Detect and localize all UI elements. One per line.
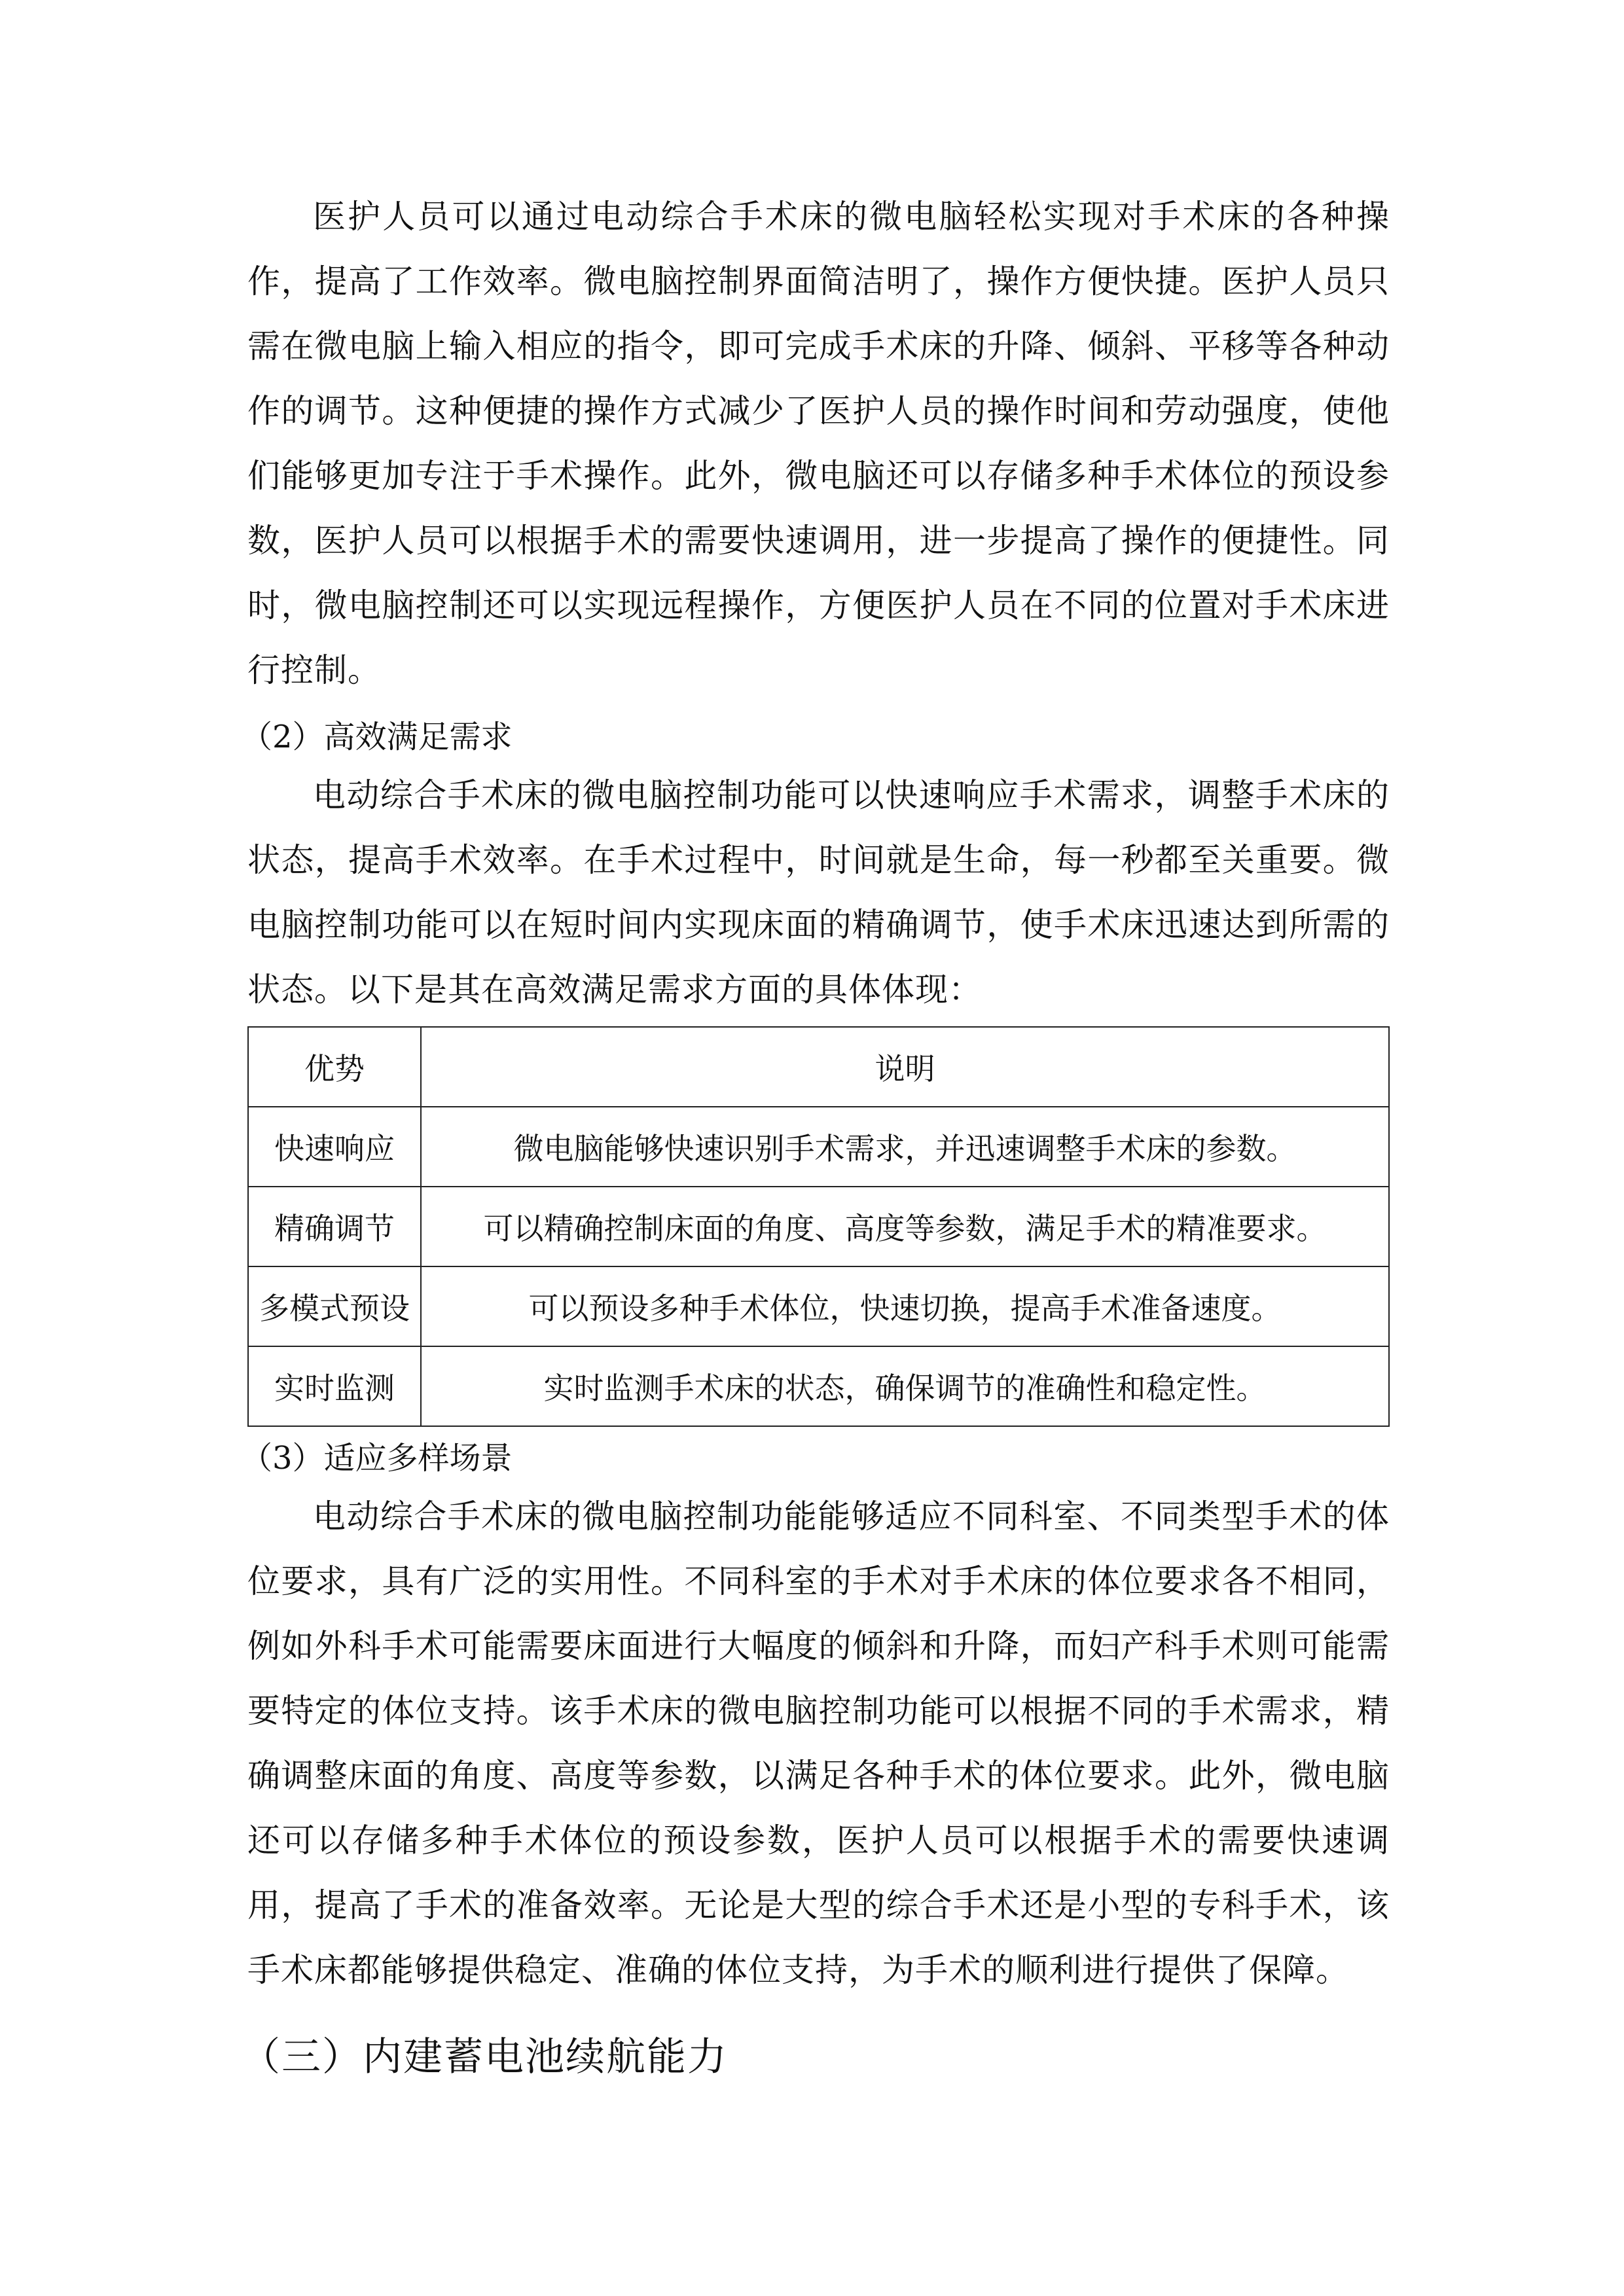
table-cell: 实时监测手术床的状态，确保调节的准确性和稳定性。 [421,1346,1389,1426]
table-row [248,1187,1389,1266]
table-header-row [248,1027,1389,1107]
subheading-adapt-scenarios: （3）适应多样场景 [241,1440,513,1477]
table-cell: 多模式预设 [248,1266,421,1346]
page-content [241,185,1390,2093]
table-cell: 快速响应 [248,1107,421,1187]
table-cell: 实时监测 [248,1346,421,1426]
table-cell: 微电脑能够快速识别手术需求，并迅速调整手术床的参数。 [421,1107,1389,1187]
table-row [248,1107,1389,1187]
table-header-cell: 优势 [248,1027,421,1107]
table-row [248,1346,1389,1426]
table-cell: 可以精确控制床面的角度、高度等参数，满足手术的精准要求。 [421,1187,1389,1266]
section-heading-battery: （三）内建蓄电池续航能力 [241,2034,728,2080]
paragraph-adapt-scenarios: 电动综合手术床的微电脑控制功能能够适应不同科室、不同类型手术的体位要求，具有广泛的实用性。不同科室的手术对手术床的体位要求各不相同，例如外科手术可能需要床面进行大幅度的倾斜和升降，而妇产科手术则可能需要特定的体位支持。该手术床的微电脑控制功能可以根据不同的手术需求，精确调整床面的角度、高度等参数，以满足各种手术的体位要求。此外，微电脑还可以存储多种手术体位的预设参数，医护人员可以根据手术的需要快速调用，提高了手术的准备效率。无论是大型的综合手术还是小型的专科手术，该手术床都能够提供稳定、准确的体位支持，为手术的顺利进行提供了保障。 [247,1498,1390,1989]
table-cell: 精确调节 [248,1187,421,1266]
table-row [248,1266,1389,1346]
table-cell: 可以预设多种手术体位，快速切换，提高手术准备速度。 [421,1266,1389,1346]
paragraph-operation-convenience: 医护人员可以通过电动综合手术床的微电脑轻松实现对手术床的各种操作，提高了工作效率。微电脑控制界面简洁明了，操作方便快捷。医护人员只需在微电脑上输入相应的指令，即可完成手术床的升降、倾斜、平移等各种动作的调节。这种便捷的操作方式减少了医护人员的操作时间和劳动强度，使他们能够更加专注于手术操作。此外，微电脑还可以存储多种手术体位的预设参数，医护人员可以根据手术的需要快速调用，进一步提高了操作的便捷性。同时，微电脑控制还可以实现远程操作，方便医护人员在不同的位置对手术床进行控制。 [247,198,1390,689]
table-header-cell: 说明 [421,1027,1389,1107]
paragraph-efficient-demand: 电动综合手术床的微电脑控制功能可以快速响应手术需求，调整手术床的状态，提高手术效率。在手术过程中，时间就是生命，每一秒都至关重要。微电脑控制功能可以在短时间内实现床面的精确调节，使手术床迅速达到所需的状态。以下是其在高效满足需求方面的具体体现： [247,776,1390,1009]
subheading-efficient-demand: （2）高效满足需求 [241,719,513,755]
advantages-table [247,1026,1390,1427]
